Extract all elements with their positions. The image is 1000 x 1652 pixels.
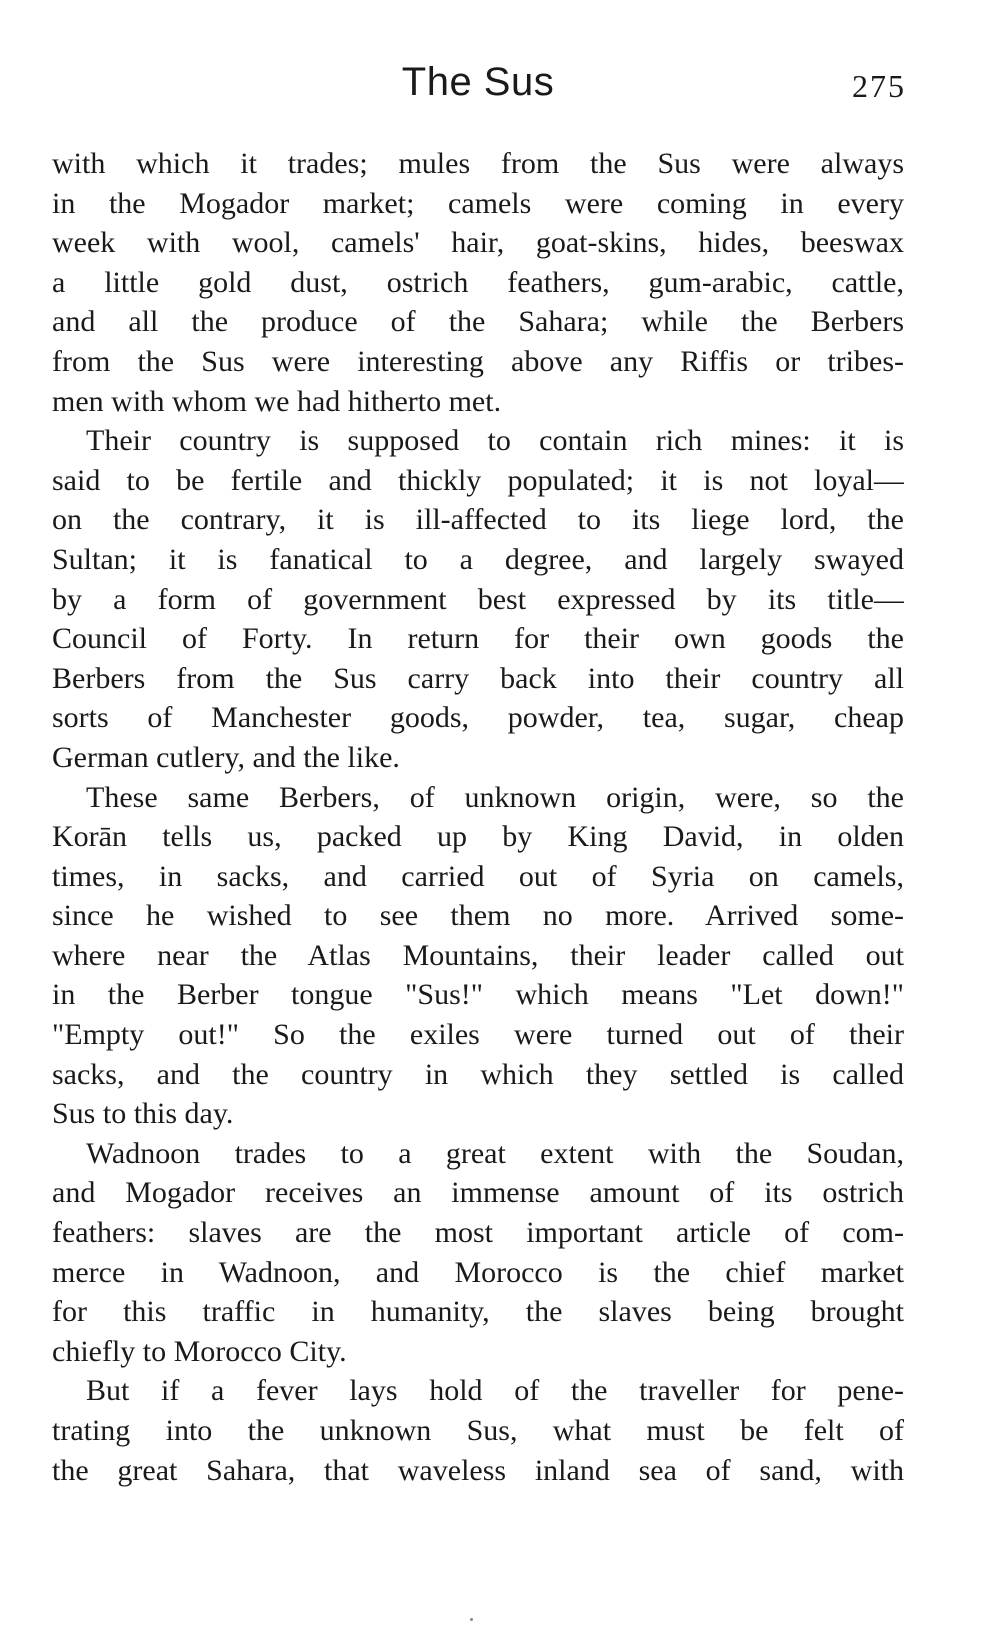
text-line: Wadnoon trades to a great extent with the Soudan, [86, 1136, 904, 1170]
text-line: by a form of government best expressed by its title— [52, 582, 904, 616]
text-line: and all the produce of the Sahara; while the Berbers [52, 305, 904, 339]
page-number: 275 [852, 68, 906, 104]
text-line: German cutlery, and the like. [52, 740, 400, 774]
text-line: a little gold dust, ostrich feathers, gum-arabic, cattle, [52, 265, 904, 299]
text-line: on the contrary, it is ill-affected to its liege lord, the [52, 503, 904, 537]
body-text [52, 144, 904, 1490]
text-line: merce in Wadnoon, and Morocco is the chief market [52, 1255, 904, 1289]
text-line: Sultan; it is fanatical to a degree, and largely swayed [52, 542, 904, 576]
text-line: Berbers from the Sus carry back into their country all [52, 661, 904, 695]
text-line: said to be fertile and thickly populated; it is not loyal— [52, 463, 904, 497]
text-line: where near the Atlas Mountains, their leader called out [52, 938, 904, 972]
text-line: for this traffic in humanity, the slaves being brought [52, 1295, 904, 1329]
text-line: chiefly to Morocco City. [52, 1334, 347, 1368]
text-line: "Empty out!" So the exiles were turned out of their [52, 1018, 904, 1052]
text-line: Their country is supposed to contain rich mines: it is [86, 424, 904, 458]
text-line: But if a fever lays hold of the traveller for pene- [86, 1374, 904, 1408]
running-title: The Sus [401, 60, 555, 104]
text-line: and Mogador receives an immense amount of its ostrich [52, 1176, 904, 1210]
text-line: Sus to this day. [52, 1097, 234, 1131]
text-line: Council of Forty. In return for their own goods the [52, 622, 904, 656]
print-speck [470, 1618, 473, 1621]
text-line: in the Mogador market; camels were coming in every [52, 186, 904, 220]
text-line: men with whom we had hitherto met. [52, 384, 502, 418]
text-line: with which it trades; mules from the Sus were always [52, 147, 904, 180]
text-line: feathers: slaves are the most important article of com- [52, 1216, 904, 1250]
book-page [52, 60, 904, 1490]
text-line: sacks, and the country in which they settled is called [52, 1057, 904, 1091]
text-line: the great Sahara, that waveless inland sea of sand, with [52, 1453, 904, 1487]
text-line: Korān tells us, packed up by King David, in olden [52, 820, 904, 854]
text-line: sorts of Manchester goods, powder, tea, sugar, cheap [52, 701, 904, 735]
text-line: in the Berber tongue "Sus!" which means "Let down!" [52, 978, 904, 1012]
text-line: week with wool, camels' hair, goat-skins, hides, beeswax [52, 226, 904, 260]
text-line: from the Sus were interesting above any Riffis or tribes- [52, 344, 904, 378]
page-header [52, 60, 904, 118]
text-line: trating into the unknown Sus, what must be felt of [52, 1414, 904, 1447]
text-line: times, in sacks, and carried out of Syria on camels, [52, 859, 904, 893]
text-line: since he wished to see them no more. Arrived some- [52, 899, 904, 933]
text-line: These same Berbers, of unknown origin, were, so the [86, 780, 904, 814]
